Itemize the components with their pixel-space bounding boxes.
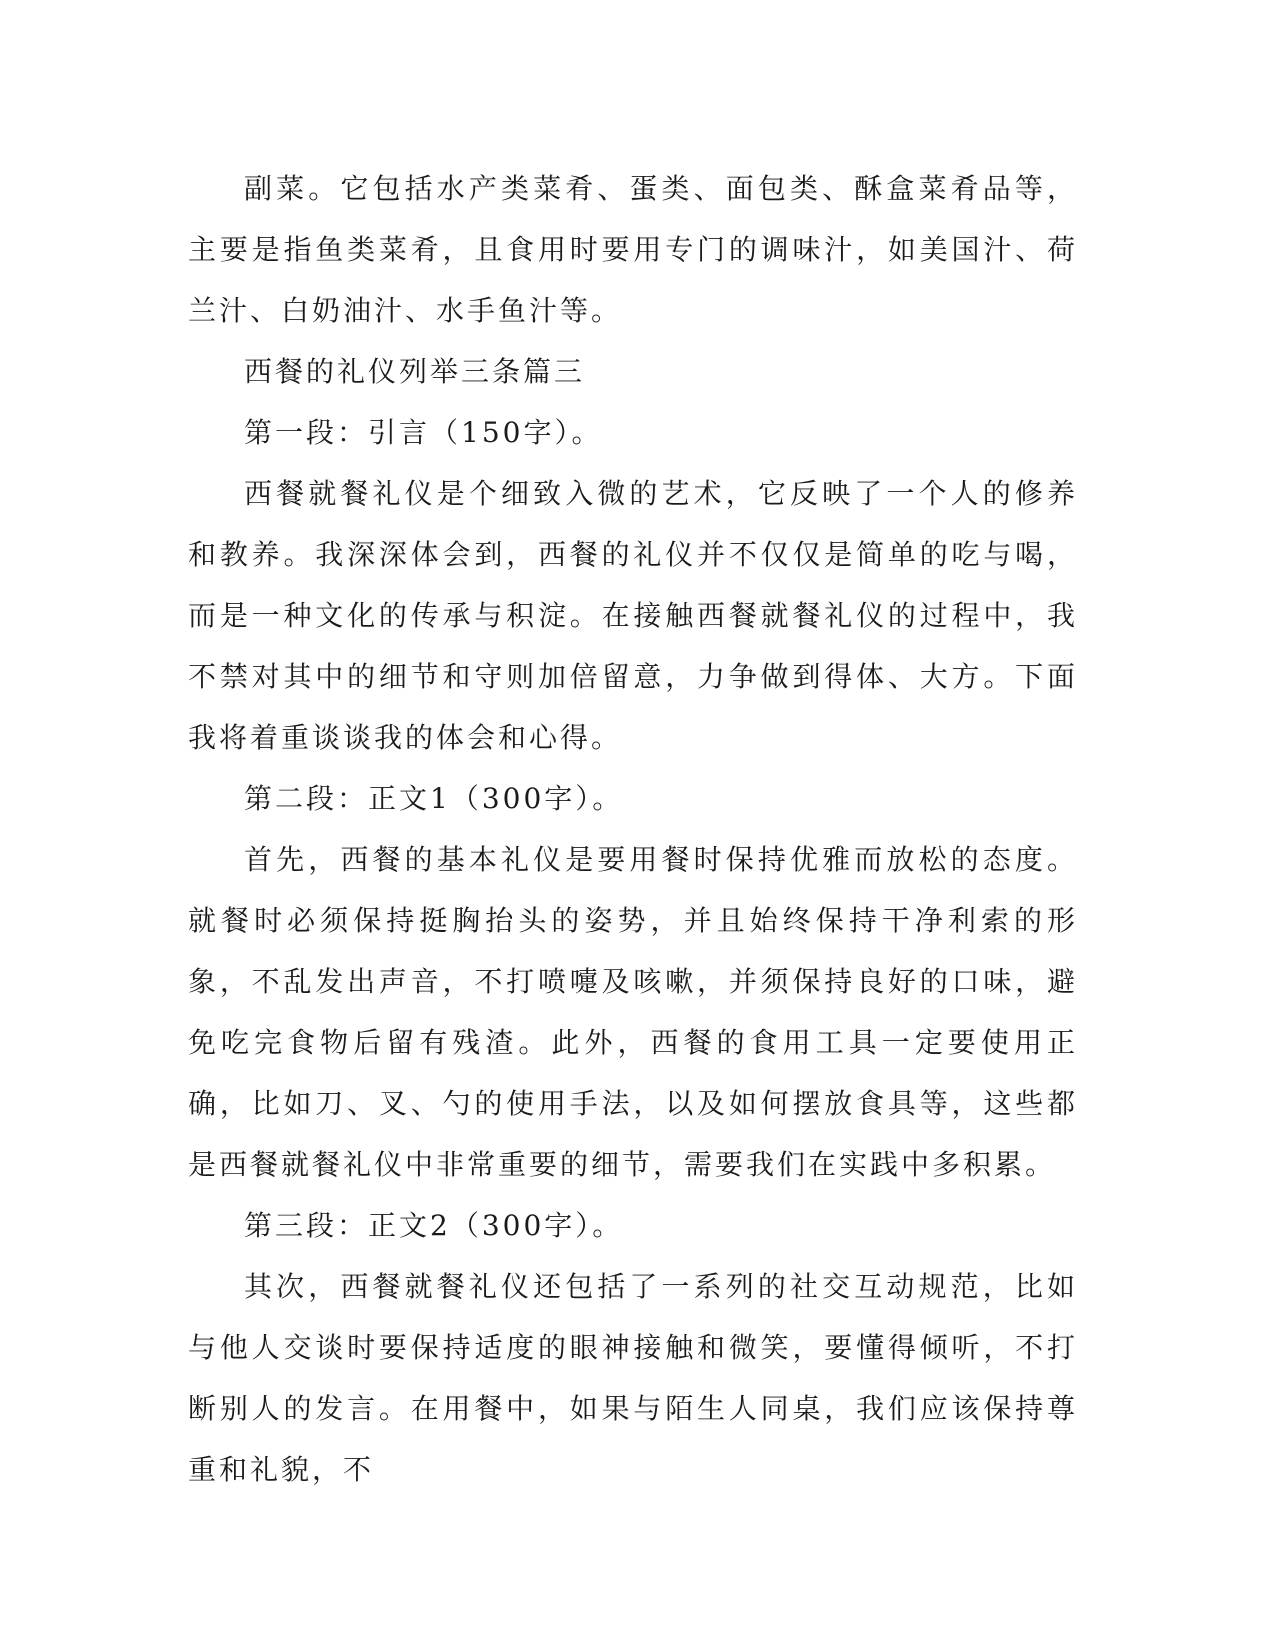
paragraph-heading-body-2: 第三段：正文2（300字）。 [244,1209,624,1242]
paragraph-heading-body-1: 第二段：正文1（300字）。 [244,782,624,815]
paragraph-intro-body: 西餐就餐礼仪是个细致入微的艺术，它反映了一个人的修养和教养。我深深体会到，西餐的礼仪并不仅仅是简单的吃与喝，而是一种文化的传承与积淀。在接触西餐就餐礼仪的过程中，我不禁对其中的细节和守则加倍留意，力争做到得体、大方。下面我将着重谈谈我的体会和心得。 [188,477,1078,754]
paragraph-body-1: 首先，西餐的基本礼仪是要用餐时保持优雅而放松的态度。就餐时必须保持挺胸抬头的姿势，并且始终保持干净利索的形象，不乱发出声音，不打喷嚏及咳嗽，并须保持良好的口味，避免吃完食物后留有残渣。此外，西餐的食用工具一定要使用正确，比如刀、叉、勺的使用手法，以及如何摆放食具等，这些都是西餐就餐礼仪中非常重要的细节，需要我们在实践中多积累。 [188,843,1078,1181]
paragraph-side-dish: 副菜。它包括水产类菜肴、蛋类、面包类、酥盒菜肴品等，主要是指鱼类菜肴，且食用时要用专门的调味汁，如美国汁、荷兰汁、白奶油汁、水手鱼汁等。 [188,172,1078,327]
paragraph-heading-intro: 第一段：引言（150字）。 [244,416,603,449]
paragraph-section-title: 西餐的礼仪列举三条篇三 [244,355,586,388]
document-body [188,158,1078,1500]
paragraph-body-2: 其次，西餐就餐礼仪还包括了一系列的社交互动规范，比如与他人交谈时要保持适度的眼神接触和微笑，要懂得倾听，不打断别人的发言。在用餐中，如果与陌生人同桌，我们应该保持尊重和礼貌，不 [188,1270,1078,1486]
